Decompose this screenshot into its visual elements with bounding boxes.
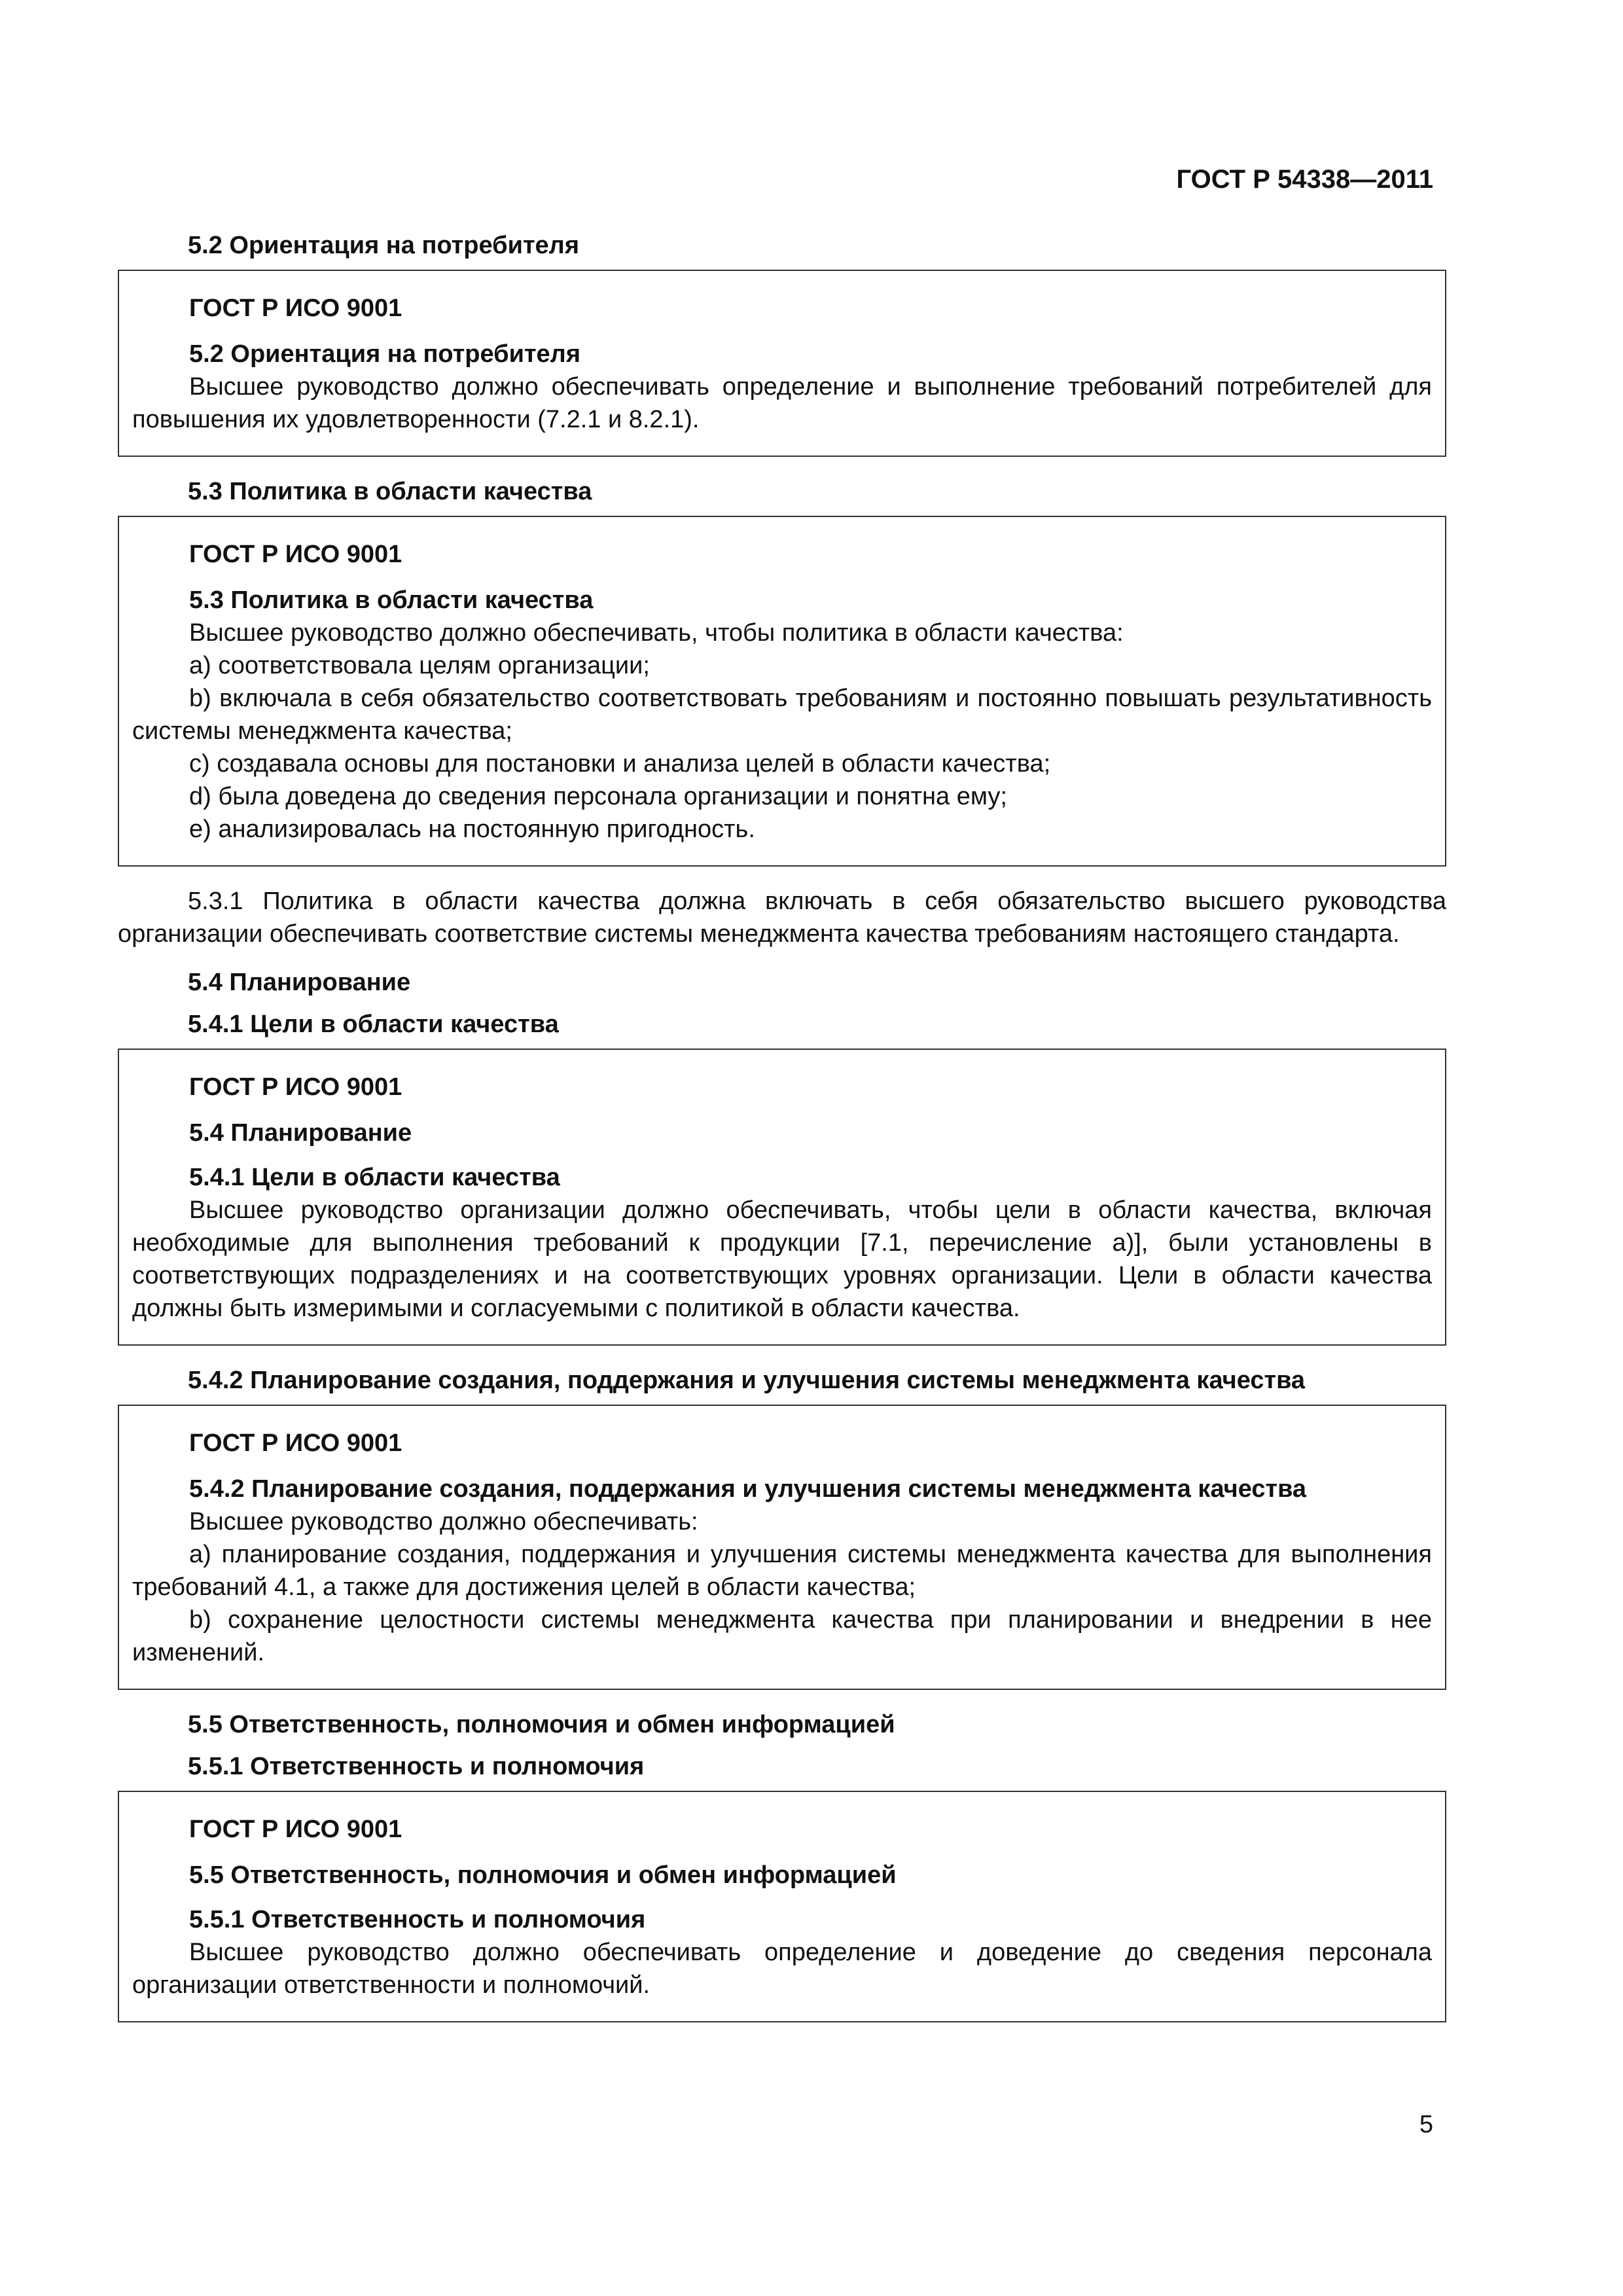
document-body xyxy=(118,229,1446,2041)
section-heading-5-4-1: 5.4.1 Цели в области качества xyxy=(188,1011,559,1038)
quote-heading: 5.4 Планирование xyxy=(189,1119,412,1147)
quote-text: Высшее руководство должно обеспечивать: xyxy=(189,1508,698,1535)
quote-standard-label: ГОСТ Р ИСО 9001 xyxy=(189,541,402,568)
quote-text: Высшее руководство должно обеспечивать, чтобы политика в области качества: xyxy=(189,619,1124,647)
paragraph-5-3-1: 5.3.1 Политика в области качества должна включать в себя обязательство высшего руководства организации обеспечивать соответствие системы менеджмента качества требованиям настоящего стандарта. xyxy=(118,888,1446,948)
quote-box-5-5-1 xyxy=(118,1791,1446,2022)
quote-box-5-3 xyxy=(118,516,1446,867)
list-item: a) соответствовала целям организации; xyxy=(189,652,650,679)
quote-text: Высшее руководство должно обеспечивать определение и доведение до сведения персонала организации ответственности и полномочий. xyxy=(132,1939,1432,1999)
quote-sub-heading: 5.4.1 Цели в области качества xyxy=(189,1164,560,1191)
quote-heading: 5.5 Ответственность, полномочия и обмен информацией xyxy=(189,1861,897,1889)
list-item: c) создавала основы для постановки и анализа целей в области качества; xyxy=(189,750,1051,778)
quote-text: Высшее руководство организации должно обеспечивать, чтобы цели в области качества, включая необходимые для выполнения требований к продукции [7.1, перечисление а)], были установлены в соответствующих подразделениях и на соответствующих уровнях организации. Цели в области качества должны быть измеримыми и согласуемыми с политикой в области качества. xyxy=(132,1196,1432,1322)
list-item: b) включала в себя обязательство соответствовать требованиям и постоянно повышать результативность системы менеджмента качества; xyxy=(132,685,1432,745)
quote-box-5-2 xyxy=(118,270,1446,457)
quote-heading: 5.3 Политика в области качества xyxy=(189,586,594,614)
list-item: e) анализировалась на постоянную пригодность. xyxy=(189,816,755,843)
page-number: 5 xyxy=(1419,2111,1433,2138)
quote-heading: 5.4.2 Планирование создания, поддержания и улучшения системы менеджмента качества xyxy=(189,1475,1307,1503)
section-heading-5-4: 5.4 Планирование xyxy=(188,969,411,996)
section-heading-5-3: 5.3 Политика в области качества xyxy=(188,478,592,505)
list-item: d) была доведена до сведения персонала организации и понятна ему; xyxy=(189,783,1007,810)
page-header: ГОСТ Р 54338—2011 xyxy=(1176,165,1433,194)
quote-box-5-4-1 xyxy=(118,1049,1446,1346)
list-item: a) планирование создания, поддержания и улучшения системы менеджмента качества для выполнения требований 4.1, а также для достижения целей в области качества; xyxy=(132,1541,1432,1601)
section-heading-5-5-1: 5.5.1 Ответственность и полномочия xyxy=(188,1753,645,1780)
quote-heading: 5.2 Ориентация на потребителя xyxy=(189,340,580,368)
quote-text: Высшее руководство должно обеспечивать определение и выполнение требований потребителей для повышения их удовлетворенности (7.2.1 и 8.2.1). xyxy=(132,373,1432,433)
quote-box-5-4-2 xyxy=(118,1405,1446,1690)
section-heading-5-2: 5.2 Ориентация на потребителя xyxy=(188,232,579,259)
quote-standard-label: ГОСТ Р ИСО 9001 xyxy=(189,1816,402,1843)
list-item: b) сохранение целостности системы менеджмента качества при планировании и внедрении в нее изменений. xyxy=(132,1606,1432,1666)
quote-standard-label: ГОСТ Р ИСО 9001 xyxy=(189,1073,402,1101)
quote-sub-heading: 5.5.1 Ответственность и полномочия xyxy=(189,1906,646,1933)
quote-standard-label: ГОСТ Р ИСО 9001 xyxy=(189,1429,402,1457)
section-heading-5-4-2: 5.4.2 Планирование создания, поддержания и улучшения системы менеджмента качества xyxy=(188,1367,1306,1394)
quote-standard-label: ГОСТ Р ИСО 9001 xyxy=(189,295,402,322)
section-heading-5-5: 5.5 Ответственность, полномочия и обмен информацией xyxy=(188,1711,895,1738)
